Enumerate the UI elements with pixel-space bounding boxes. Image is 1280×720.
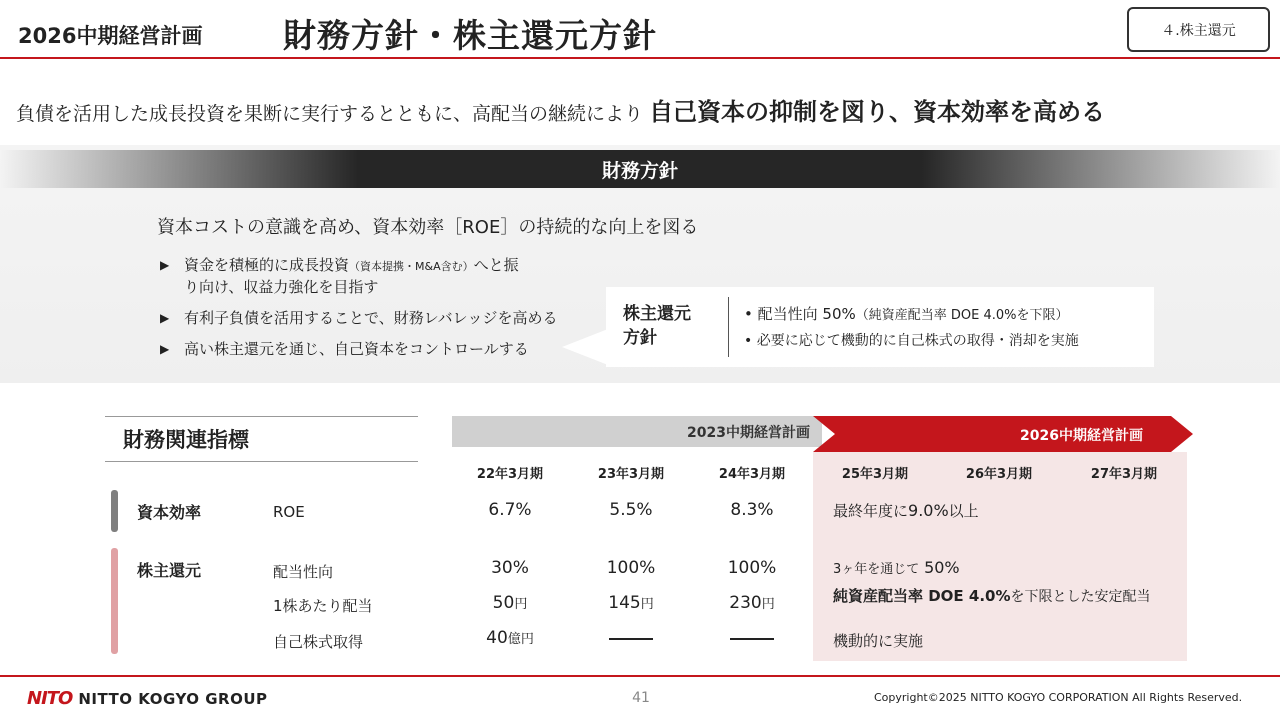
target-text: 最終年度に xyxy=(833,502,909,520)
table-cell: 5.5% xyxy=(609,500,653,520)
triangle-bullet-icon: ▶ xyxy=(160,258,170,272)
bullet-text-part: へと振 xyxy=(473,256,519,274)
bullet-text-part: 資金を積極的に成長投資 xyxy=(184,256,350,274)
table-cell: 100% xyxy=(727,558,777,578)
dot-bullet-icon: • xyxy=(744,305,753,323)
financial-policy-bullets xyxy=(160,255,580,370)
shareholder-return-bar xyxy=(111,548,118,654)
capital-efficiency-bar xyxy=(111,490,118,532)
page-title: 財務方針・株主還元方針 xyxy=(283,16,657,55)
dot-bullet-icon: • xyxy=(744,333,753,349)
financial-policy-banner xyxy=(0,150,1280,188)
policy-bullet xyxy=(160,339,580,359)
payout-policy-note: （純資産配当率 DOE 4.0%を下限） xyxy=(855,308,1069,323)
page-number: 41 xyxy=(632,690,650,706)
table-cell xyxy=(697,593,807,613)
cell-value: 145 xyxy=(608,593,641,613)
policy-bullet-text: 高い株主還元を通じ、自己資本をコントロールする xyxy=(184,340,529,358)
lead-text: 負債を活用した成長投資を果断に実行するとともに、高配当の継続により xyxy=(16,103,644,125)
policy-bullet-text: 有利子負債を活用することで、財務レバレッジを高める xyxy=(184,309,558,327)
cell-unit: 円 xyxy=(640,597,654,612)
cell-unit: 円 xyxy=(514,597,528,612)
company-logo xyxy=(27,688,268,709)
financial-policy-heading: 財務方針 xyxy=(601,159,678,182)
table-cell xyxy=(455,628,565,648)
payout-policy-text: 配当性向 50% xyxy=(757,305,856,323)
plan-2026-label: 2026中期経営計画 xyxy=(1020,428,1143,444)
header-divider xyxy=(0,57,1280,59)
indicators-title: 財務関連指標 xyxy=(123,428,249,452)
dash-mark xyxy=(730,638,774,640)
shareholder-policy-title xyxy=(623,302,691,350)
section-tag: ４.株主還元 xyxy=(1127,7,1270,52)
bullet-text-note: （資本提携・M&A含む） xyxy=(349,260,474,273)
footer-divider xyxy=(0,675,1280,677)
target-value: 50% xyxy=(924,558,960,577)
cell-value: 40 xyxy=(486,628,508,648)
plan-2023-label: 2023中期経営計画 xyxy=(687,424,810,441)
dash-mark xyxy=(609,638,653,640)
buyback-target: 機動的に実施 xyxy=(833,632,924,650)
roe-target xyxy=(833,500,979,521)
cell-unit: 円 xyxy=(761,597,775,612)
lead-emphasis: 自己資本の抑制を図り、資本効率を高める xyxy=(649,98,1106,126)
triangle-bullet-icon: ▶ xyxy=(160,311,170,325)
target-value: 純資産配当率 DOE 4.0% xyxy=(833,587,1011,605)
category-capital-efficiency: 資本効率 xyxy=(137,503,202,522)
table-cell xyxy=(455,593,565,613)
logo-text: NITTO KOGYO GROUP xyxy=(78,689,268,708)
callout-title-line: 方針 xyxy=(623,328,657,348)
callout-title-line: 株主還元 xyxy=(623,304,691,324)
financial-policy-main: 資本コストの意識を高め、資本効率［ROE］の持続的な向上を図る xyxy=(157,217,699,238)
target-text: 3ヶ年を通じて xyxy=(833,562,920,577)
cell-value: 230 xyxy=(729,593,762,613)
triangle-bullet-icon: ▶ xyxy=(160,342,170,356)
table-cell xyxy=(576,593,686,613)
metric-label-buyback: 自己株式取得 xyxy=(273,633,364,651)
metric-label-dps: 1株あたり配当 xyxy=(273,597,373,615)
indicators-title-rule xyxy=(105,461,418,462)
table-cell-empty xyxy=(697,630,807,648)
target-text: を下限とした安定配当 xyxy=(1010,589,1151,605)
buyback-policy-text: 必要に応じて機動的に自己株式の取得・消却を実施 xyxy=(756,333,1079,349)
table-cell: 30% xyxy=(491,558,529,578)
payout-target xyxy=(833,558,960,577)
bullet-text-part: り向け、収益力強化を目指す xyxy=(184,278,379,296)
column-header: 22年3月期 xyxy=(476,467,544,482)
plan-label: 2026中期経営計画 xyxy=(18,24,203,48)
policy-bullet xyxy=(160,308,580,328)
metric-label-roe: ROE xyxy=(273,503,305,521)
column-header: 24年3月期 xyxy=(718,467,786,482)
callout-divider xyxy=(728,297,729,357)
column-header: 23年3月期 xyxy=(597,467,665,482)
copyright: Copyright©2025 NITTO KOGYO CORPORATION All Rights Reserved. xyxy=(874,691,1243,704)
target-text: 以上 xyxy=(948,502,979,520)
policy-bullet-text xyxy=(184,255,519,297)
shareholder-policy-item xyxy=(744,330,1079,350)
column-header: 27年3月期 xyxy=(1090,467,1158,482)
table-cell-empty xyxy=(576,630,686,648)
cell-unit: 億円 xyxy=(507,632,534,647)
indicators-title-rule xyxy=(105,416,418,417)
cell-value: 50 xyxy=(492,593,515,613)
category-shareholder-return: 株主還元 xyxy=(137,561,202,580)
column-header: 25年3月期 xyxy=(841,467,909,482)
logo-mark: NITO xyxy=(27,688,73,709)
target-value: 9.0% xyxy=(908,501,949,520)
policy-bullet xyxy=(160,255,580,297)
column-header: 26年3月期 xyxy=(965,467,1033,482)
shareholder-policy-item xyxy=(744,303,1069,324)
lead-statement xyxy=(16,92,1105,127)
doe-target xyxy=(833,585,1151,606)
metric-label-payout: 配当性向 xyxy=(273,563,334,581)
table-cell: 6.7% xyxy=(488,500,532,520)
callout-pointer xyxy=(562,329,608,365)
table-cell: 100% xyxy=(606,558,656,578)
table-cell: 8.3% xyxy=(730,500,774,520)
